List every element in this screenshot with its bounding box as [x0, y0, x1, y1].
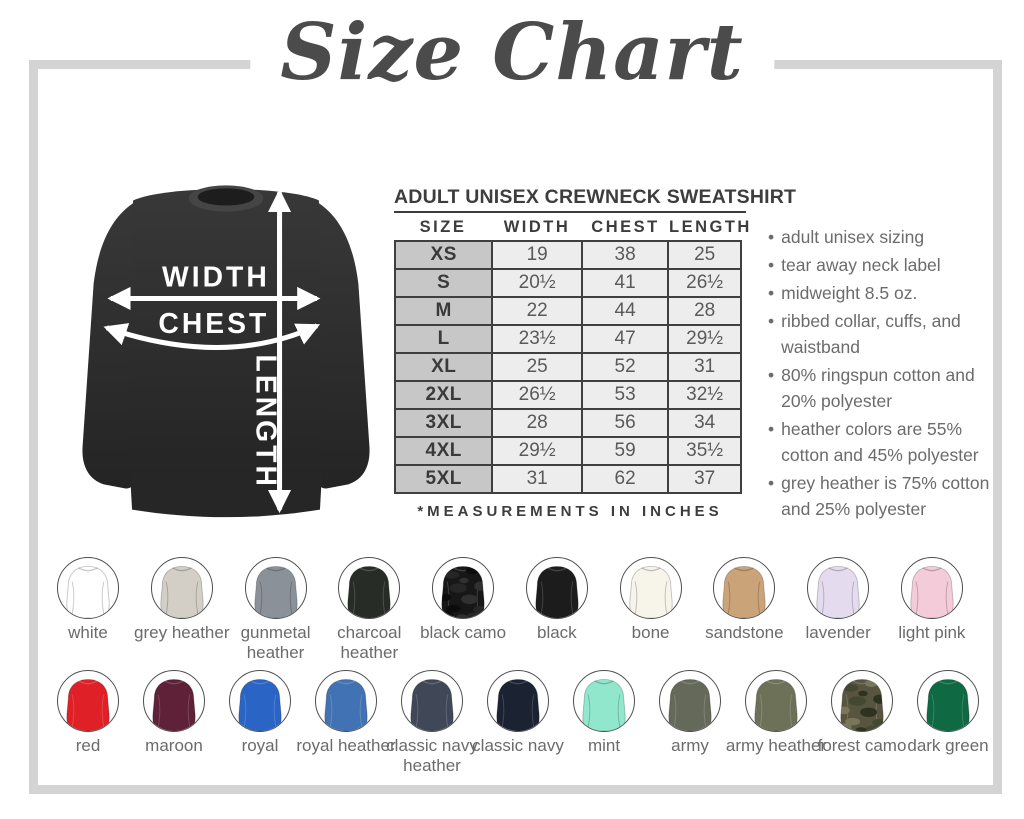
camo-spot [843, 684, 858, 692]
cell-width: 19 [492, 241, 582, 269]
swatch-circle [620, 557, 682, 619]
cell-chest: 44 [582, 297, 668, 325]
camo-spot [450, 583, 467, 592]
column-header: WIDTH [503, 218, 571, 236]
cell-size: 5XL [395, 465, 492, 493]
color-name: black camo [420, 623, 507, 642]
cell-chest: 38 [582, 241, 668, 269]
bullet-icon: • [768, 255, 775, 275]
cell-size: XS [395, 241, 492, 269]
color-name: light pink [898, 623, 966, 642]
color-swatch [909, 670, 987, 775]
size-row [395, 353, 741, 381]
color-swatch [565, 670, 643, 775]
cell-size: XL [395, 353, 492, 381]
cell-chest: 59 [582, 437, 668, 465]
swatch-circle [229, 670, 291, 732]
color-swatch [135, 670, 213, 775]
mini-sweatshirt-icon [58, 671, 118, 731]
cell-width: 26½ [492, 381, 582, 409]
swatch-circle [57, 557, 119, 619]
cell-length: 31 [668, 353, 741, 381]
cell-chest: 52 [582, 353, 668, 381]
color-name: black [536, 623, 577, 642]
cell-chest: 47 [582, 325, 668, 353]
feature-item [768, 252, 1004, 278]
cell-length: 28 [668, 297, 741, 325]
mini-sweatshirt-icon [402, 671, 462, 731]
feature-item [768, 308, 1004, 360]
swatch-circle [401, 670, 463, 732]
color-swatch [232, 557, 320, 662]
camo-spot [440, 611, 453, 619]
sweatshirt-measurement-diagram [64, 154, 388, 548]
feature-text: ribbed collar, cuffs, and waistband [781, 311, 961, 357]
color-swatch [325, 557, 413, 662]
color-name: gunmetal heather [240, 623, 311, 662]
mini-sweatshirt-icon [902, 558, 962, 618]
size-row [395, 409, 741, 437]
camo-spot [440, 594, 451, 602]
column-header: CHEST [591, 218, 660, 236]
size-row [395, 325, 741, 353]
camo-spot [466, 566, 479, 574]
cell-chest: 41 [582, 269, 668, 297]
camo-spot [873, 694, 886, 703]
swatch-circle [917, 670, 979, 732]
cell-size: 4XL [395, 437, 492, 465]
measurements-note: *MEASUREMENTS IN INCHES [417, 503, 723, 520]
color-swatch [513, 557, 601, 662]
chest-label: CHEST [158, 306, 270, 339]
swatch-circle [573, 670, 635, 732]
column-header: SIZE [419, 218, 467, 236]
mini-sweatshirt-icon [339, 558, 399, 618]
cell-size: L [395, 325, 492, 353]
color-swatch [419, 557, 507, 662]
camo-spot [839, 707, 850, 715]
color-name: charcoal heather [337, 623, 402, 662]
color-swatch [44, 557, 132, 662]
cell-size: S [395, 269, 492, 297]
color-name: red [75, 736, 101, 755]
column-header: LENGTH [669, 218, 752, 236]
camo-spot [849, 696, 866, 705]
bullet-icon: • [768, 365, 775, 385]
cell-width: 23½ [492, 325, 582, 353]
size-row [395, 465, 741, 493]
mini-sweatshirt-icon [230, 671, 290, 731]
mini-sweatshirt-icon [660, 671, 720, 731]
cell-chest: 62 [582, 465, 668, 493]
swatch-circle [659, 670, 721, 732]
color-swatch [607, 557, 695, 662]
cell-width: 22 [492, 297, 582, 325]
cell-chest: 56 [582, 409, 668, 437]
swatch-circle [901, 557, 963, 619]
color-row-2 [49, 670, 987, 775]
color-swatch [134, 557, 230, 662]
length-label: LENGTH [250, 354, 283, 489]
size-spec-section [394, 186, 797, 520]
feature-item [768, 416, 1004, 468]
width-label: WIDTH [162, 260, 270, 293]
table-heading: ADULT UNISEX CREWNECK SWEATSHIRT [394, 186, 746, 213]
cell-length: 35½ [668, 437, 741, 465]
color-name: sandstone [705, 623, 784, 642]
mini-sweatshirt-icon [746, 671, 806, 731]
camo-spot [865, 679, 878, 687]
mini-sweatshirt-icon [316, 671, 376, 731]
color-name: classic navy heather [386, 736, 478, 775]
color-swatch [472, 670, 564, 775]
swatch-circle [245, 557, 307, 619]
cell-width: 31 [492, 465, 582, 493]
feature-text: adult unisex sizing [781, 227, 925, 247]
mini-sweatshirt-icon [152, 558, 212, 618]
cell-width: 25 [492, 353, 582, 381]
camo-spot [860, 708, 877, 717]
color-name: army [671, 736, 709, 755]
size-row [395, 437, 741, 465]
swatch-circle [487, 670, 549, 732]
mini-sweatshirt-icon [58, 558, 118, 618]
cell-width: 20½ [492, 269, 582, 297]
color-swatch [888, 557, 976, 662]
size-row [395, 269, 741, 297]
color-name: royal heather [296, 736, 396, 755]
color-name: white [68, 623, 108, 642]
feature-text: heather colors are 55% cotton and 45% polyester [781, 419, 979, 465]
size-table [394, 240, 742, 494]
color-swatch [221, 670, 299, 775]
cell-size: 3XL [395, 409, 492, 437]
mini-sweatshirt-icon [621, 558, 681, 618]
cell-length: 34 [668, 409, 741, 437]
cell-chest: 53 [582, 381, 668, 409]
size-row [395, 381, 741, 409]
color-name: classic navy [472, 736, 564, 755]
mini-sweatshirt-icon [246, 558, 306, 618]
cell-length: 25 [668, 241, 741, 269]
cell-size: M [395, 297, 492, 325]
mini-sweatshirt-icon [832, 671, 892, 731]
color-swatch [725, 670, 827, 775]
table-column-headers [394, 218, 752, 237]
bullet-icon: • [768, 419, 775, 439]
feature-text: tear away neck label [781, 255, 941, 275]
mini-sweatshirt-icon [574, 671, 634, 731]
size-table-body [395, 241, 741, 493]
sweatshirt-collar-opening [198, 188, 255, 205]
swatch-circle [57, 670, 119, 732]
mini-sweatshirt-icon [808, 558, 868, 618]
color-swatch [386, 670, 478, 775]
swatch-circle [745, 670, 807, 732]
swatch-circle [338, 557, 400, 619]
cell-width: 29½ [492, 437, 582, 465]
camo-spot [858, 691, 867, 697]
swatch-circle [432, 557, 494, 619]
bullet-icon: • [768, 227, 775, 247]
feature-item [768, 280, 1004, 306]
camo-spot [444, 571, 459, 579]
cell-length: 32½ [668, 381, 741, 409]
color-name: forest camo [817, 736, 907, 755]
feature-item [768, 362, 1004, 414]
color-row-1 [44, 557, 976, 662]
color-name: maroon [145, 736, 203, 755]
swatch-circle [143, 670, 205, 732]
bullet-icon: • [768, 311, 775, 331]
swatch-circle [315, 670, 377, 732]
cell-length: 26½ [668, 269, 741, 297]
swatch-circle [526, 557, 588, 619]
color-name: mint [587, 736, 621, 755]
color-name: bone [631, 623, 670, 642]
feature-item [768, 224, 1004, 250]
page-title: Size Chart [250, 10, 774, 96]
color-swatch [651, 670, 729, 775]
sweatshirt-waistband [130, 473, 322, 517]
feature-item [768, 470, 1004, 522]
swatch-circle [151, 557, 213, 619]
color-swatch [49, 670, 127, 775]
size-row [395, 297, 741, 325]
color-name: dark green [907, 736, 989, 755]
camo-spot [461, 595, 478, 604]
swatch-circle [807, 557, 869, 619]
color-swatch [794, 557, 882, 662]
mini-sweatshirt-icon [488, 671, 548, 731]
cell-length: 29½ [668, 325, 741, 353]
cell-width: 28 [492, 409, 582, 437]
mini-sweatshirt-icon [918, 671, 978, 731]
bullet-icon: • [768, 473, 775, 493]
mini-sweatshirt-icon [714, 558, 774, 618]
cell-length: 37 [668, 465, 741, 493]
swatch-circle [831, 670, 893, 732]
camo-spot [474, 581, 487, 590]
color-swatch [817, 670, 907, 775]
mini-sweatshirt-icon [144, 671, 204, 731]
feature-text: grey heather is 75% cotton and 25% polyester [781, 473, 990, 519]
camo-spot [459, 578, 468, 584]
swatch-circle [713, 557, 775, 619]
color-name: royal [241, 736, 279, 755]
color-name: grey heather [134, 623, 230, 642]
color-name: lavender [805, 623, 871, 642]
cell-size: 2XL [395, 381, 492, 409]
camo-spot [839, 724, 852, 732]
feature-text: 80% ringspun cotton and 20% polyester [781, 365, 975, 411]
feature-list [768, 224, 1004, 524]
size-row [395, 241, 741, 269]
bullet-icon: • [768, 283, 775, 303]
color-swatch [700, 557, 788, 662]
feature-text: midweight 8.5 oz. [781, 283, 918, 303]
mini-sweatshirt-icon [433, 558, 493, 618]
color-name: army heather [725, 736, 827, 755]
mini-sweatshirt-icon [527, 558, 587, 618]
